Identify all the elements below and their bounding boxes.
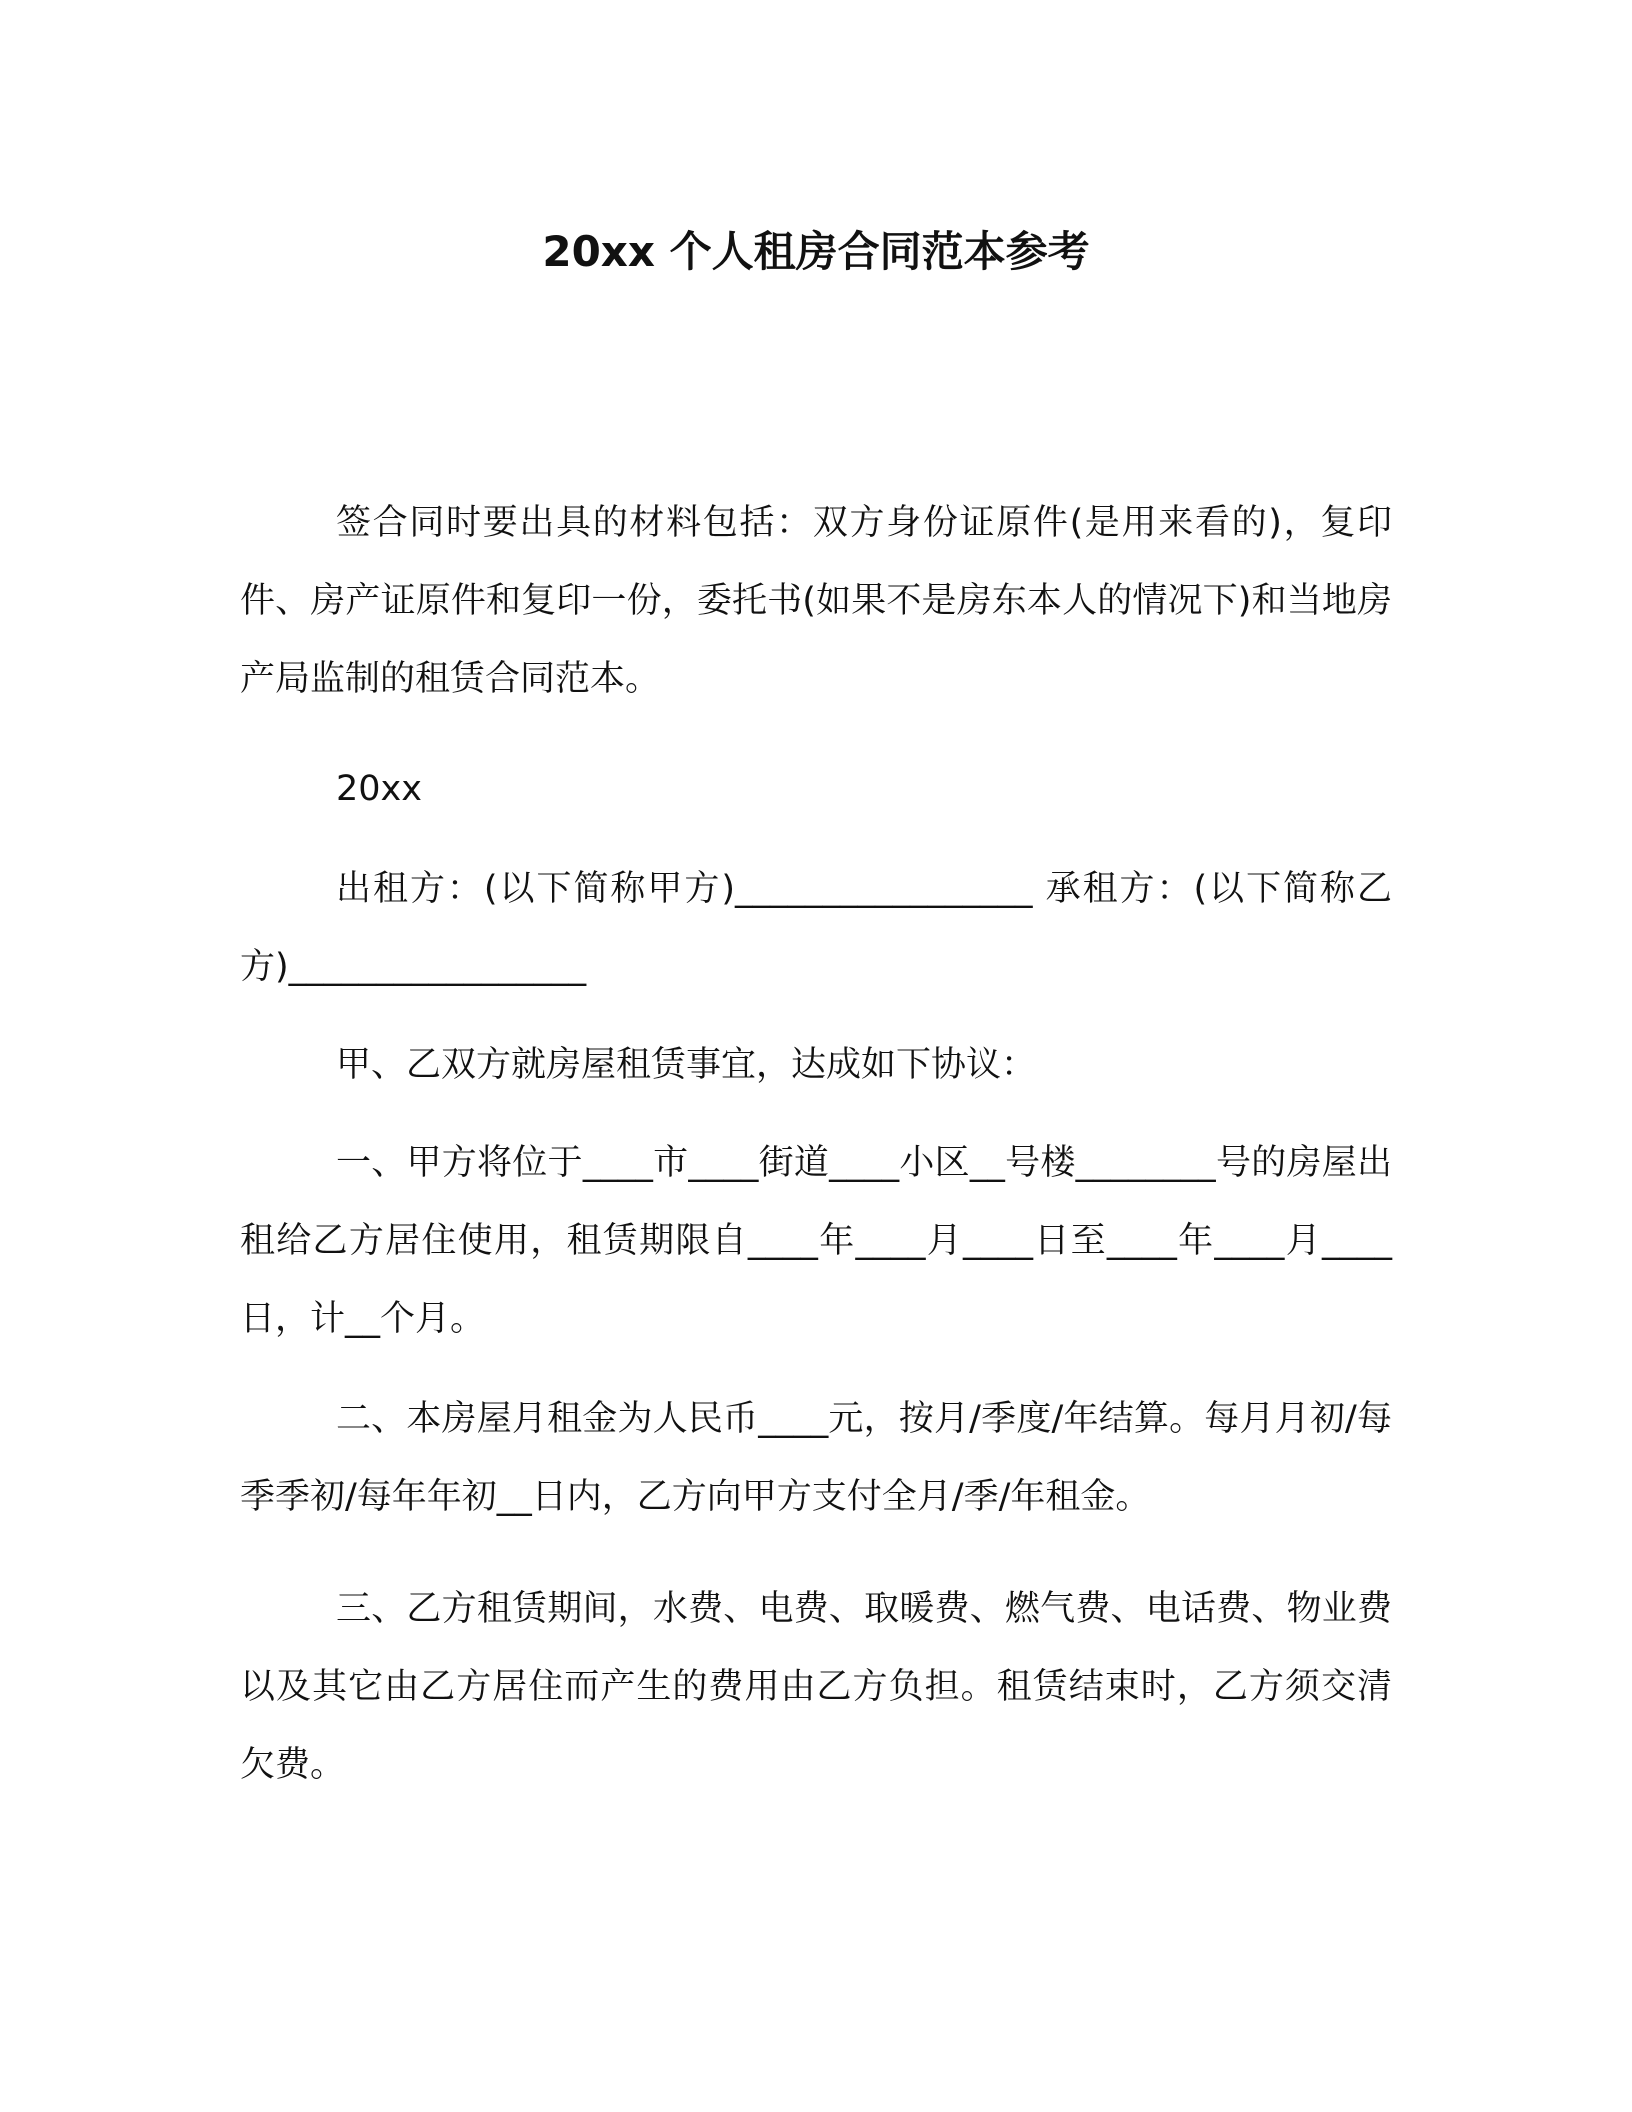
paragraph-required-materials: 签合同时要出具的材料包括：双方身份证原件(是用来看的)，复印件、房产证原件和复印一份，委托书(如果不是房东本人的情况下)和当地房产局监制的租赁合同范本。 (240, 503, 1392, 699)
paragraph-parties: 出租方：(以下简称甲方)_________________ 承租方：(以下简称乙方)_________________ (240, 869, 1392, 987)
paragraph-clause-3: 三、乙方租赁期间，水费、电费、取暖费、燃气费、电话费、物业费以及其它由乙方居住而产生的费用由乙方负担。租赁结束时，乙方须交清欠费。 (240, 1589, 1392, 1785)
paragraph-clause-1: 一、甲方将位于____市____街道____小区__号楼________号的房屋出租给乙方居住使用，租赁期限自____年____月____日至____年____月____日，计__个月。 (240, 1143, 1392, 1339)
paragraph-clause-2: 二、本房屋月租金为人民币____元，按月/季度/年结算。每月月初/每季季初/每年年初__日内，乙方向甲方支付全月/季/年租金。 (240, 1399, 1392, 1517)
paragraph-agreement-intro: 甲、乙双方就房屋租赁事宜，达成如下协议： (336, 1045, 1037, 1085)
paragraph-year: 20xx (336, 769, 422, 809)
document-title: 20xx 个人租房合同范本参考 (542, 227, 1090, 276)
